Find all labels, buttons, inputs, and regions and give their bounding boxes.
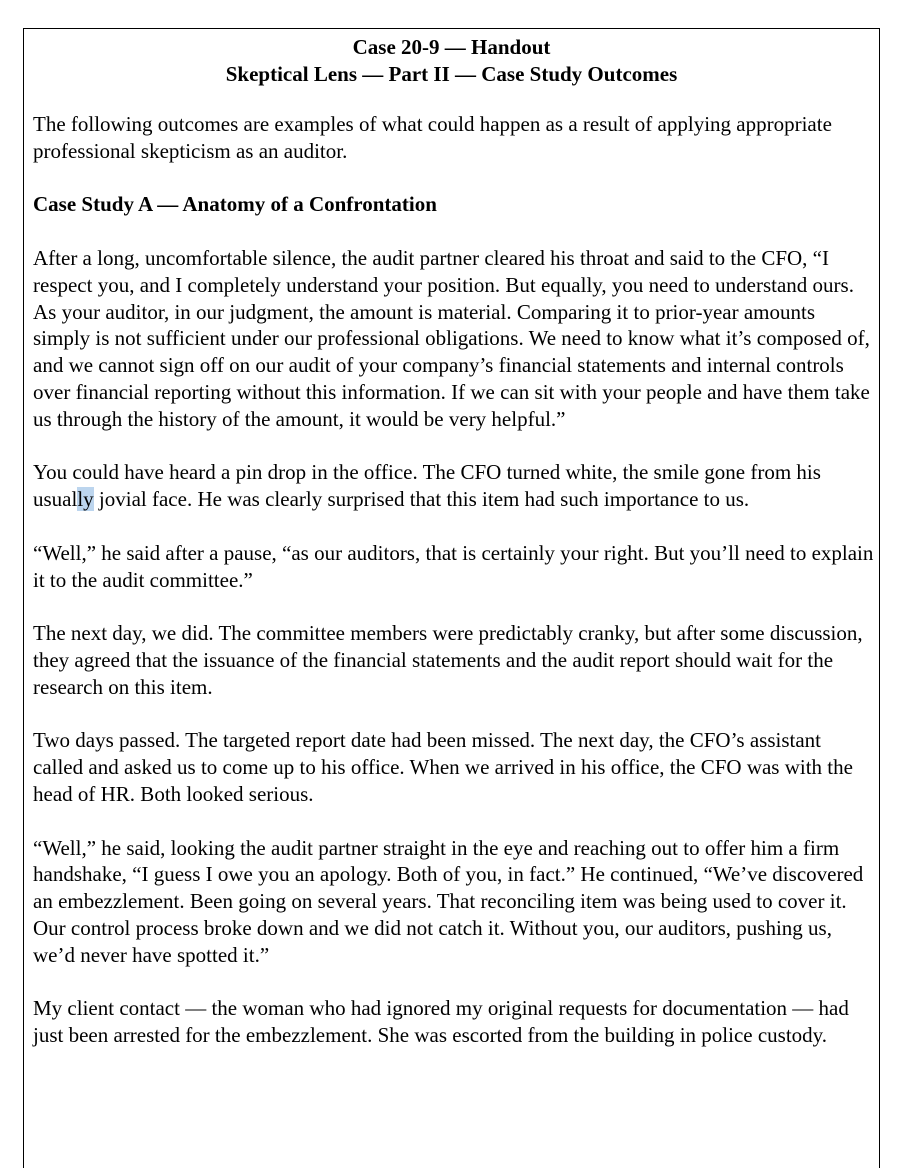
paragraph-text-after: jovial face. He was clearly surprised that this item had such importance to us. <box>93 487 750 512</box>
paragraph-next-day: The next day, we did. The committee members were predictably cranky, but after some discussion, they agreed that the issuance of the financial statements and the audit report should wait for the research on this item. <box>33 621 863 699</box>
paragraph-apology: “Well,” he said, looking the audit partner straight in the eye and reaching out to offer him a firm handshake, “I guess I owe you an apology. Both of you, in fact.” He continued, “We’ve discovered an embezzlement. Been going on several years. That reconciling item was being used to cover it. Our control process broke down and we did not catch it. Without you, our auditors, pushing us, we’d never have spotted it.” <box>33 835 864 967</box>
paragraph-pin-drop <box>33 459 875 513</box>
intro-paragraph: The following outcomes are examples of what could happen as a result of applying appropriate professional skepticism as an auditor. <box>33 112 832 163</box>
paragraph-confrontation: After a long, uncomfortable silence, the audit partner cleared his throat and said to the CFO, “I respect you, and I completely understand your position. But equally, you need to understand ours. As your auditor, in our judgment, the amount is material. Comparing it to prior-year amounts simply is not sufficient under our professional obligations. We need to know what it’s composed of, and we cannot sign off on our audit of your company’s financial statements and internal controls over financial reporting without this information. If we can sit with your people and have them take us through the history of the amount, it would be very helpful.” <box>33 245 870 431</box>
document-page <box>23 28 880 1168</box>
handout-subtitle: Skeptical Lens — Part II — Case Study Outcomes <box>225 62 678 86</box>
text-selection-highlight[interactable]: ly <box>77 487 94 512</box>
handout-title: Case 20-9 — Handout <box>352 35 551 59</box>
paragraph-well-audit-committee: “Well,” he said after a pause, “as our auditors, that is certainly your right. But you’ll need to explain it to the audit committee.” <box>33 540 874 592</box>
document-body <box>33 111 875 1076</box>
document-header <box>24 34 879 88</box>
section-heading: Case Study A — Anatomy of a Confrontation <box>33 192 437 217</box>
paragraph-client-contact: My client contact — the woman who had ignored my original requests for documentation — had just been arrested for the embezzlement. She was escorted from the building in police custody. <box>33 996 849 1048</box>
paragraph-two-days: Two days passed. The targeted report date had been missed. The next day, the CFO’s assistant called and asked us to come up to his office. When we arrived in his office, the CFO was with the head of HR. Both looked serious. <box>33 728 853 806</box>
paragraph-text-before: You could have heard a pin drop in the office. The CFO turned white, the smile gone from his usual <box>33 460 821 512</box>
